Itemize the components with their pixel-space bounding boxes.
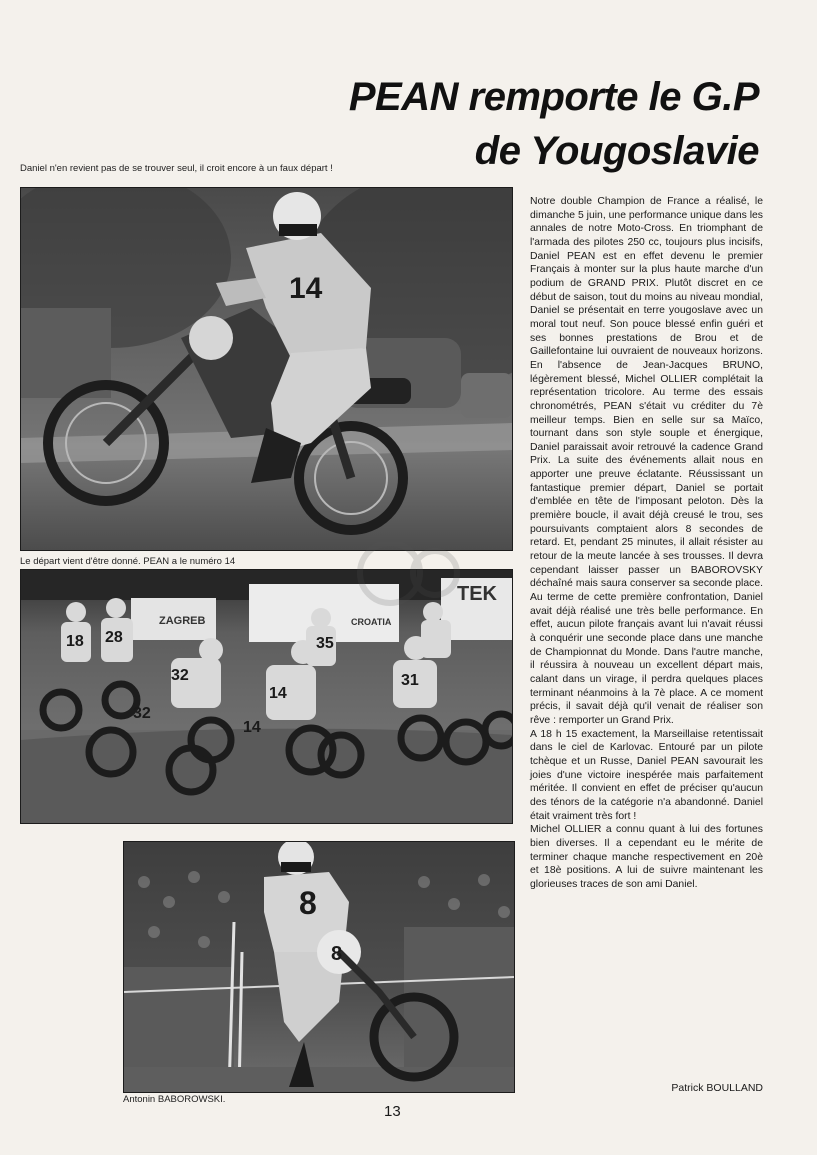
photo-rider-jump-image [21,188,512,550]
article-paragraph-3: Michel OLLIER a connu quant à lui des fortunes bien diverses. Il a cependant eu le mérite de terminer chaque manche respectivement en 20è et 18è positions. A lui de suivre maintenant les glorieuses traces de son ami Daniel. [530,824,763,890]
headline [349,70,759,178]
article-paragraph-1: Notre double Champion de France a réalisé, le dimanche 5 juin, une performance unique dans les annales de notre Moto-Cross. En triomphant de l'armada des pilotes 250 cc, toujours plus incisifs, Daniel PEAN est en effet devenu le premier Français à monter sur la plus haute marche d'un podium de GRAND PRIX. Plutôt discret en ce début de saison, tout du moins au niveau mondial, Daniel se présentait en terre yougoslave avec un moral tout neuf. Son pouce blessé enfin guéri et ses bonnes prestations de Brou et de Gaillefontaine lui ouvraient de nouveaux horizons. En l'absence de Jean-Jacques BRUNO, légèrement blessé, Michel OLLIER complétait la représentation tricolore. Au terme des essais chronométrés, PEAN s'était vu créditer du 7è meilleur temps. Bien en selle sur sa Maïco, tournant dans son style souple et énergique, Daniel paraissait avoir retrouvé la cadence Grand Prix. La suite des événements allait nous en apporter une preuve éclatante. Réussissant un fantastique premier départ, Daniel se portait d'emblée en tête de l'imposant peloton. Dès la première boucle, il avait déjà creusé le trou, ses poursuivants comptaient alors 8 secondes de retard. Et, pendant 25 minutes, il allait résister au retour de la meute lancée à ses trousses. Il devra cependant laisser passer un BABOROVSKY déchaîné mais saura conserver sa seconde place. Au terme de cette première confrontation, Daniel avait déjà réalisé une très belle performance. En effet, aucun pilote français avant lui n'avait réussi à conquérir une seconde place dans une manche de Championnat du Monde. Dans l'autre manche, il réussira à nouveau un excellent départ mais, calant dans un virage, il perdra quelques places terminant néanmoins à la 7è place. A ce moment précis, il savait déjà qu'il venait de réaliser son rêve : remporter un Grand Prix. [530,196,763,726]
start-number-3: 32 [171,667,189,684]
article-paragraph-2: A 18 h 15 exactement, la Marseillaise retentissait dans le ciel de Karlovac. Entouré par un pilote tchèque et un Russe, Daniel PEAN savourait les joies d'une victoire inespérée mais parfaitement méritée. Il convient en effet de préciser qu'aucun des ténors de la catégorie n'a abandonné. Daniel était vraiment très fort ! [530,728,763,822]
banner-zagreb: ZAGREB [159,615,206,627]
photo3-caption: Antonin BABOROWSKI. [123,1094,226,1105]
page-number: 13 [384,1103,401,1120]
start-number-1: 18 [66,633,84,650]
banner-tek: TEK [457,583,497,605]
rider1-number: 14 [289,272,323,305]
start-number-2: 28 [105,629,123,646]
rider3-plate-number: 8 [331,943,343,965]
watermark-logo [355,538,465,608]
headline-line-1: PEAN remporte le G.P [348,75,759,119]
article-body [530,195,763,891]
photo-rider-jump [20,187,513,551]
photo1-caption: Daniel n'en revient pas de se trouver seul, il croit encore à un faux départ ! [20,163,333,174]
start-number-6: 31 [401,672,419,689]
headline-line-2: de Yougoslavie [474,129,759,173]
start-number-8: 32 [133,705,151,722]
author-signature: Patrick BOULLAND [671,1082,763,1094]
start-number-4: 14 [269,685,287,702]
banner-croatia: CROATIA [351,617,392,627]
rider3-jersey-number: 8 [299,885,317,921]
photo2-caption: Le départ vient d'être donné. PEAN a le numéro 14 [20,556,236,567]
start-number-5: 35 [316,635,334,652]
photo-baborowski-image [124,842,514,1092]
start-number-7: 14 [243,719,261,736]
photo-baborowski [123,841,515,1093]
